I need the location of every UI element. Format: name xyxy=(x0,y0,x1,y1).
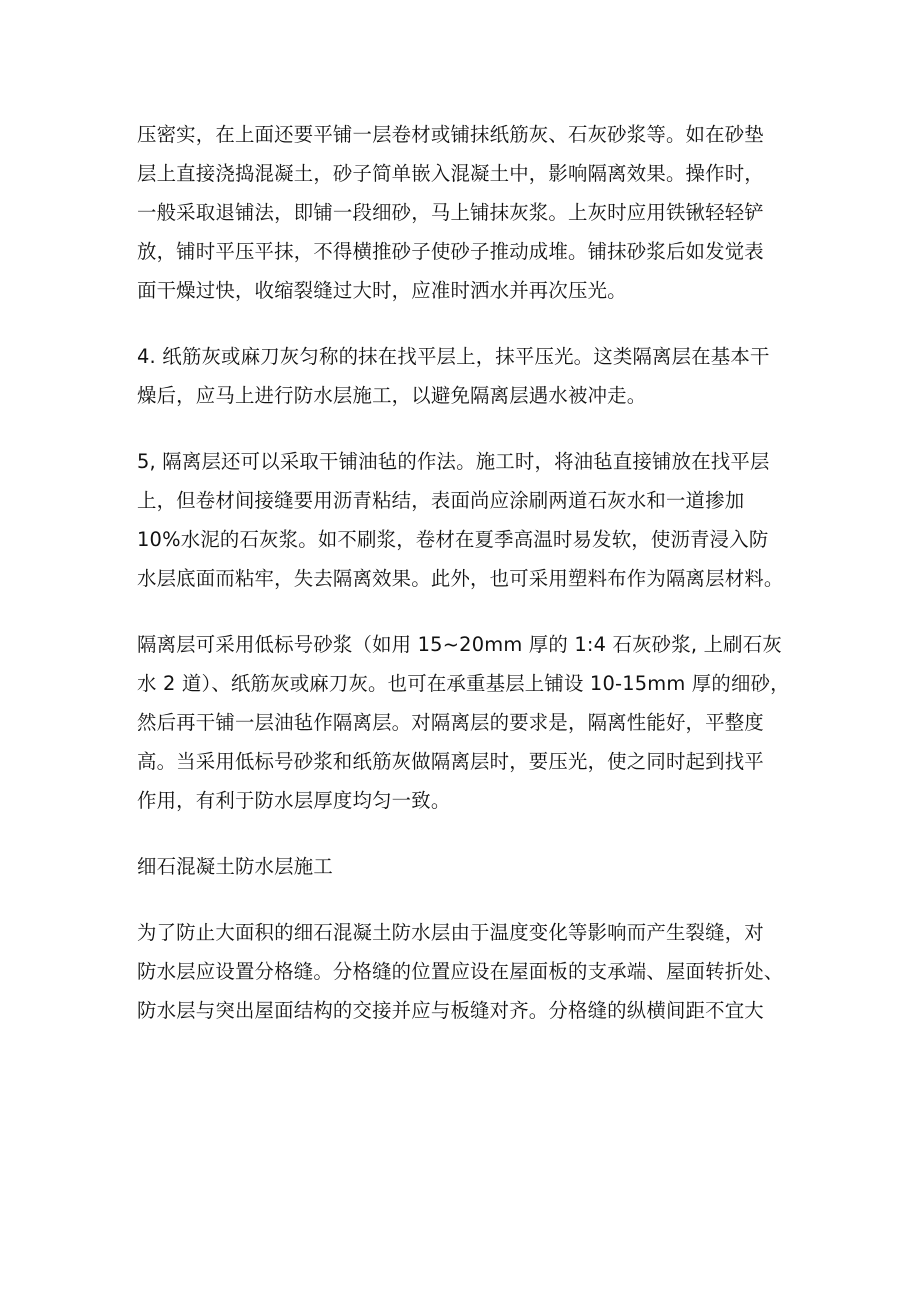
text-line: 4. 纸筋灰或麻刀灰匀称的抹在找平层上，抹平压光。这类隔离层在基本干 xyxy=(137,345,770,368)
text-line: 上，但卷材间接缝要用沥青粘结，表面尚应涂刷两道石灰水和一道掺加 xyxy=(137,489,745,512)
paragraph-isolation-materials xyxy=(137,625,801,820)
text-line: 5, 隔离层还可以采取干铺油毡的作法。施工时，将油毡直接铺放在找平层 xyxy=(137,450,770,473)
text-line: 层上直接浇捣混凝土，砂子简单嵌入混凝土中，影响隔离效果。操作时， xyxy=(137,162,764,185)
text-line: 压密实，在上面还要平铺一层卷材或铺抹纸筋灰、石灰砂浆等。如在砂垫 xyxy=(137,123,764,146)
text-line: 高。当采用低标号砂浆和纸筋灰做隔离层时，要压光，使之同时起到找平 xyxy=(137,750,764,773)
text-line: 水层底面而粘牢，失去隔离效果。此外，也可采用塑料布作为隔离层材料。 xyxy=(137,567,784,590)
text-line: 面干燥过快，收缩裂缝过大时，应准时洒水并再次压光。 xyxy=(137,279,627,302)
text-line: 作用，有利于防水层厚度均匀一致。 xyxy=(137,789,451,812)
text-line: 10%水泥的石灰浆。如不刷浆，卷材在夏季高温时易发软，使沥青浸入防 xyxy=(137,528,769,551)
text-line: 放，铺时平压平抹，不得横推砂子使砂子推动成堆。铺抹砂浆后如发觉表 xyxy=(137,240,764,263)
text-line: 然后再干铺一层油毡作隔离层。对隔离层的要求是，隔离性能好，平整度 xyxy=(137,711,764,734)
paragraph-item-4 xyxy=(137,337,801,415)
section-heading: 细石混凝土防水层施工 xyxy=(137,855,333,878)
document-page xyxy=(137,115,801,1057)
text-line: 一般采取退铺法，即铺一段细砂，马上铺抹灰浆。上灰时应用铁锹轻轻铲 xyxy=(137,201,764,224)
text-line: 为了防止大面积的细石混凝土防水层由于温度变化等影响而产生裂缝，对 xyxy=(137,921,764,944)
paragraph-sand-isolation xyxy=(137,115,801,310)
text-line: 水 2 道）、纸筋灰或麻刀灰。也可在承重基层上铺设 10-15mm 厚的细砂， xyxy=(137,672,790,695)
text-line: 防水层与突出屋面结构的交接并应与板缝对齐。分格缝的纵横间距不宜大 xyxy=(137,999,764,1022)
text-line: 防水层应设置分格缝。分格缝的位置应设在屋面板的支承端、屋面转折处、 xyxy=(137,960,784,983)
text-line: 燥后，应马上进行防水层施工，以避免隔离层遇水被冲走。 xyxy=(137,384,647,407)
paragraph-expansion-joints xyxy=(137,913,801,1030)
text-line: 隔离层可采用低标号砂浆（如用 15~20mm 厚的 1:4 石灰砂浆, 上刷石灰 xyxy=(137,633,782,656)
paragraph-item-5 xyxy=(137,442,801,598)
